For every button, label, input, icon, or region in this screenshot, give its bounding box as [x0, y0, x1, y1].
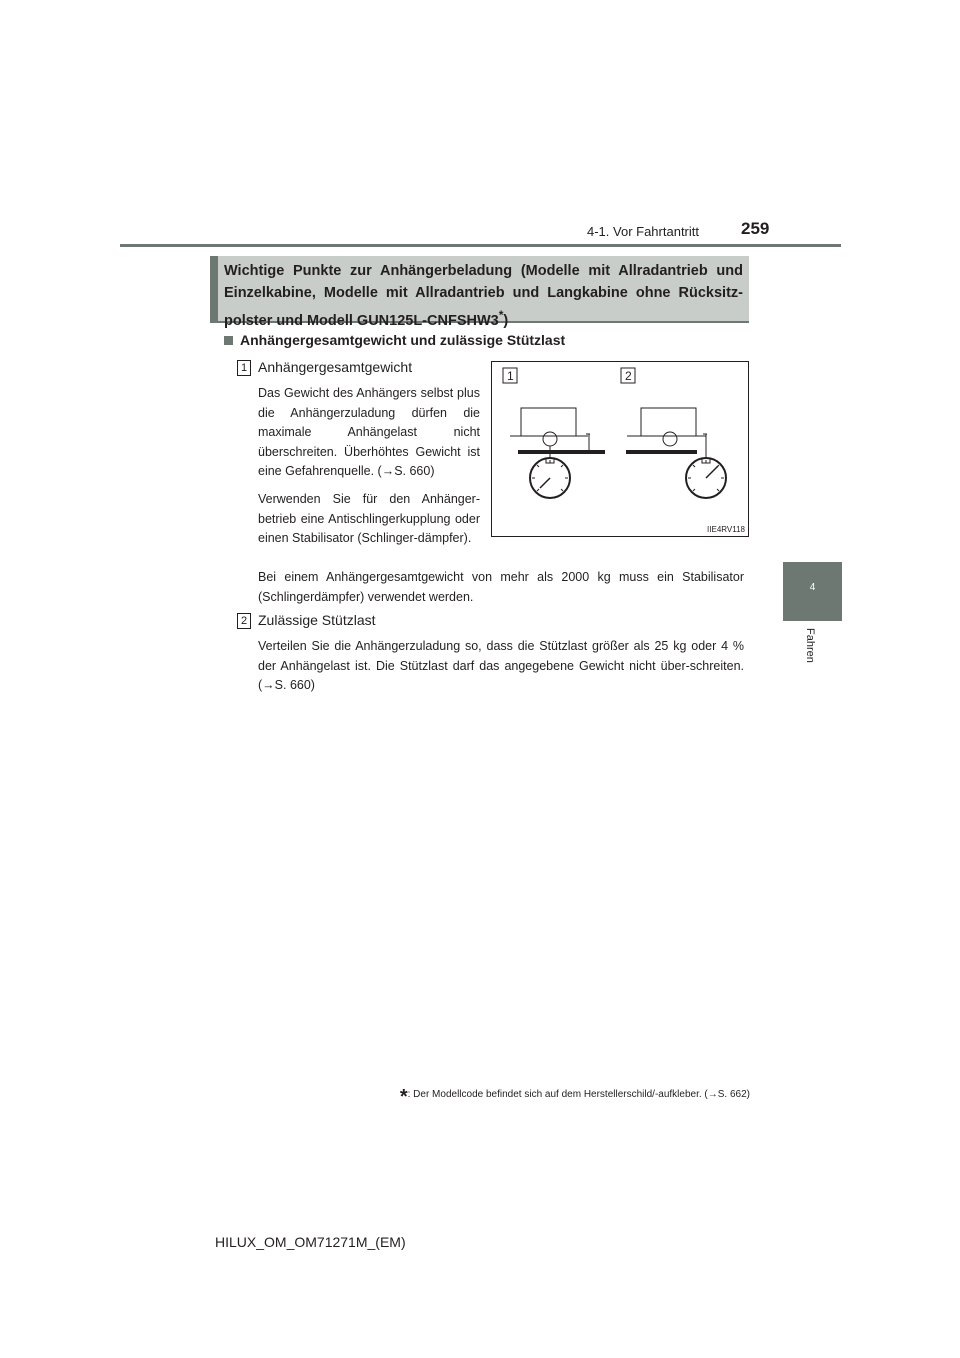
footnote: [320, 1086, 750, 1109]
chapter-tab-number: 4: [809, 582, 816, 593]
subheading: [224, 332, 565, 348]
section-title-box: [210, 256, 749, 329]
subheading-text: Anhängergesamtgewicht und zulässige Stützlast: [240, 332, 566, 348]
item1-para1: Das Gewicht des Anhängers selbst plus die Anhängerzuladung dürfen die maximale Anhängelast nicht überschreiten. Überhöhtes Gewicht ist eine Gefahrenquelle. (→S. 660): [258, 386, 480, 478]
square-bullet-icon: [224, 336, 233, 345]
header-rule: [120, 244, 841, 247]
footnote-text: : Der Modellcode befindet sich auf dem Herstellerschild/-aufkleber. (→S. 662): [407, 1089, 750, 1100]
item1-para2: Verwenden Sie für den Anhänger-betrieb eine Antischlingerkupplung oder einen Stabilisator (Schlinger-dämpfer).: [258, 492, 480, 545]
section-title-close: ): [503, 312, 509, 329]
item2-number: 2: [237, 613, 251, 629]
document-footer: HILUX_OM_OM71271M_(EM): [215, 1234, 406, 1250]
section-title: Wichtige Punkte zur Anhängerbeladung (Modelle mit Allradantrieb und Einzelkabine, Modelle mit Allradantrieb und Langkabine ohne Rücksitz-polster und Modell GUN125L-CNFSHW3: [224, 263, 743, 329]
chapter-tab-label: Fahren: [804, 628, 816, 663]
gauge-needle-2: [706, 466, 718, 478]
item1-number: 1: [237, 360, 251, 376]
figure-label-1: 1: [507, 369, 514, 383]
trailer-wheel-2: [663, 432, 677, 446]
item2-para1: Verteilen Sie die Anhängerzuladung so, dass die Stützlast größer als 25 kg oder 4 % der Anhängelast ist. Die Stützlast darf das angegebene Gewicht nicht über-schreiten. (→S. 660): [258, 639, 744, 692]
footnote-star: *: [399, 1086, 408, 1108]
trailer-wheel-1: [543, 432, 557, 446]
trailer-scale-illustration: [492, 362, 748, 536]
item1-title: Anhängergesamtgewicht: [258, 359, 413, 375]
chapter-title: 4-1. Vor Fahrtantritt: [587, 224, 699, 239]
figure-code: IIE4RV118: [707, 525, 745, 534]
item2-title: Zulässige Stützlast: [258, 612, 376, 628]
page-number: 259: [741, 219, 770, 238]
section-title-star: *: [498, 308, 504, 322]
chapter-tab: [783, 562, 842, 621]
trailer-weight-figure: [491, 361, 749, 537]
gauge-needle-1: [540, 478, 550, 488]
figure-label-2: 2: [625, 369, 632, 383]
item1-para3: Bei einem Anhängergesamtgewicht von mehr als 2000 kg muss ein Stabilisator (Schlingerdämpfer) verwendet werden.: [258, 570, 744, 604]
